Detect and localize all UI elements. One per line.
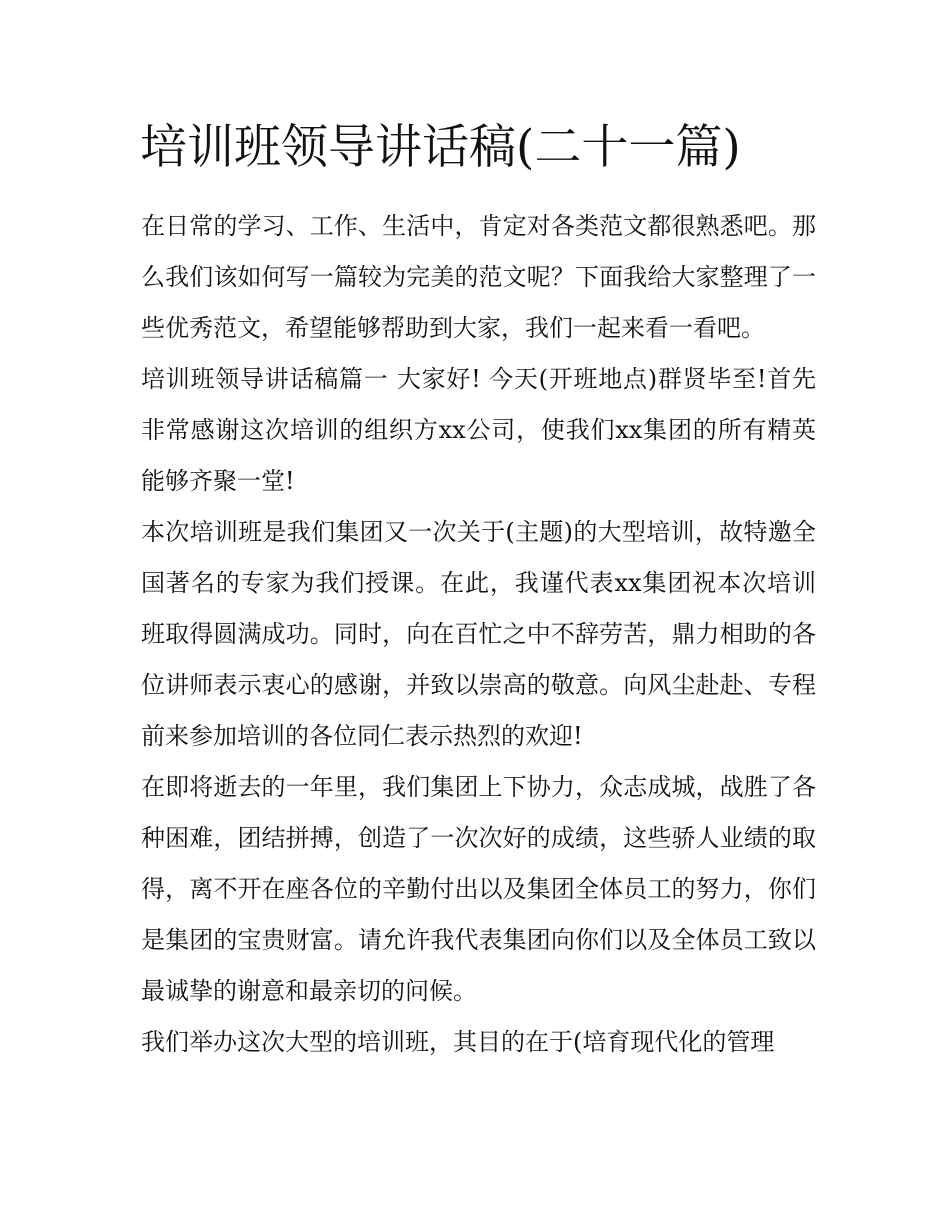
paragraph-training-goal: 我们举办这次大型的培训班，其目的在于(培育现代化的管理 [141, 1028, 775, 1056]
document-title: 培训班领导讲话稿(二十一篇) [140, 120, 741, 175]
paragraph-training-purpose: 本次培训班是我们集团又一次关于(主题)的大型培训，故特邀全国著名的专家为我们授课。在此，我谨代表xx集团祝本次培训班取得圆满成功。同时，向在百忙之中不辞劳苦，鼎力相助的各位讲师表示衷心的感谢，并致以崇高的敬意。向风尘赴赴、专程前来参加培训的各位同仁表示热烈的欢迎! [141, 518, 816, 750]
paragraph-greeting: 培训班领导讲话稿篇一 大家好! 今天(开班地点)群贤毕至!首先非常感谢这次培训的组织方xx公司，使我们xx集团的所有精英能够齐聚一堂! [141, 365, 816, 495]
paragraph-intro: 在日常的学习、工作、生活中，肯定对各类范文都很熟悉吧。那么我们该如何写一篇较为完美的范文呢？下面我给大家整理了一些优秀范文，希望能够帮助到大家，我们一起来看一看吧。 [141, 212, 816, 342]
paragraph-year-review: 在即将逝去的一年里，我们集团上下协力，众志成城，战胜了各种困难，团结拼搏，创造了一次次好的成绩，这些骄人业绩的取得，离不开在座各位的辛勤付出以及集团全体员工的努力，你们是集团的宝贵财富。请允许我代表集团向你们以及全体员工致以最诚挚的谢意和最亲切的问候。 [141, 773, 816, 1005]
document-body [141, 201, 816, 1068]
